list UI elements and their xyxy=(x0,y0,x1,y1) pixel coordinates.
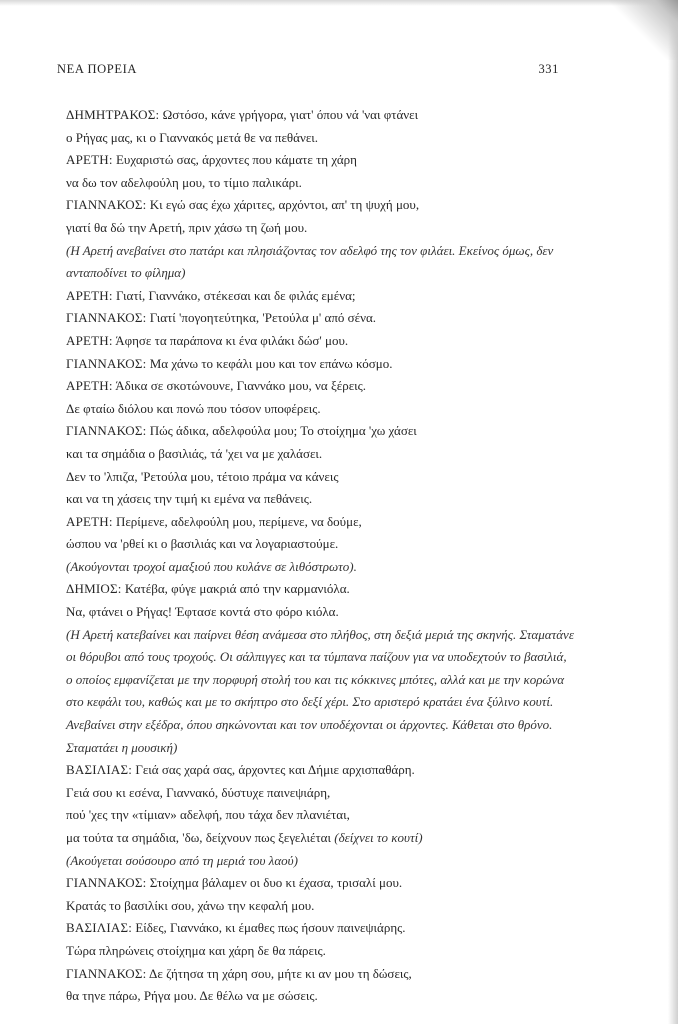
speaker-name: ΑΡΕΤΗ: xyxy=(66,332,113,348)
dialogue-line xyxy=(66,804,574,827)
dialogue-line xyxy=(66,759,574,782)
dialogue-line xyxy=(66,511,574,534)
line-text: Μα χάνω το κεφάλι μου και τον επάνω κόσμο. xyxy=(146,355,393,371)
dialogue-line xyxy=(66,895,574,918)
speaker-name: ΔΗΜΙΟΣ: xyxy=(66,581,122,597)
stage-direction xyxy=(66,556,574,579)
running-head xyxy=(57,62,559,80)
line-text: Κι εγώ σας έχω χάριτες, αρχόντοι, απ' τη ψυχή μου, xyxy=(146,197,420,213)
line-text: και να τη χάσεις την τιμή κι εμένα να πεθάνεις. xyxy=(66,491,313,507)
dialogue-line xyxy=(66,917,574,940)
dialogue-line xyxy=(66,307,574,330)
dialogue-line xyxy=(66,940,574,963)
line-text: γιατί θα δώ την Αρετή, πριν χάσω τη ζωή μου. xyxy=(66,219,308,235)
dialogue-line xyxy=(66,466,574,489)
dialogue-line xyxy=(66,443,574,466)
line-text: Κρατάς το βασιλίκι σου, χάνω την κεφαλή μου. xyxy=(66,897,315,913)
line-text: πού 'χες την «τίμιαν» αδελφή, που τάχα δεν πλανιέται, xyxy=(66,807,350,823)
speaker-name: ΓΙΑΝΝΑΚΟΣ: xyxy=(66,355,147,371)
speaker-name: ΑΡΕΤΗ: xyxy=(66,513,113,529)
dialogue-line xyxy=(66,488,574,511)
dialogue-line xyxy=(66,872,574,895)
stage-direction xyxy=(66,240,574,285)
line-text: θα τηνε πάρω, Ρήγα μου. Δε θέλω να με σώσεις. xyxy=(66,988,318,1004)
scan-shadow-top xyxy=(0,0,678,6)
page-number: 331 xyxy=(538,62,559,76)
line-text: να δω τον αδελφούλη μου, το τίμιο παλικάρι. xyxy=(66,174,302,190)
line-text: Άδικα σε σκοτώνουνε, Γιαννάκο μου, να ξέρεις. xyxy=(112,378,367,394)
line-text: Γειά σας χαρά σας, άρχοντες και Δήμιε αρχισπαθάρη. xyxy=(132,762,415,778)
speaker-name: ΓΙΑΝΝΑΚΟΣ: xyxy=(66,423,147,439)
dialogue-line xyxy=(66,985,574,1008)
line-text: Περίμενε, αδελφούλη μου, περίμενε, να δούμε, xyxy=(112,513,362,529)
line-text: Δε ζήτησα τη χάρη σου, μήτε κι αν μου τη δώσεις, xyxy=(146,965,412,981)
dialogue-line xyxy=(66,149,574,172)
play-text xyxy=(66,104,574,1008)
scan-shadow-right xyxy=(668,0,678,1024)
speaker-name: ΒΑΣΙΛΙΑΣ: xyxy=(66,920,133,936)
line-text: Ευχαριστώ σας, άρχοντες που κάματε τη χάρη xyxy=(112,152,357,168)
inline-stage-direction: (δείχνει το κουτί) xyxy=(334,830,423,845)
line-text: Είδες, Γιαννάκο, κι έμαθες πως ήσουν παινεψιάρης. xyxy=(132,920,406,936)
stage-direction-text: (Ακούγονται τροχοί αμαξιού που κυλάνε σε λιθόστρωτο). xyxy=(66,558,357,574)
dialogue-line xyxy=(66,285,574,308)
stage-direction xyxy=(66,850,574,873)
speaker-name: ΔΗΜΗΤΡΑΚΟΣ: xyxy=(66,107,160,122)
speaker-name: ΑΡΕΤΗ: xyxy=(66,287,113,303)
dialogue-line xyxy=(66,375,574,398)
line-text: Κατέβα, φύγε μακριά από την καρμανιόλα. xyxy=(121,581,350,597)
speaker-name: ΓΙΑΝΝΑΚΟΣ: xyxy=(66,875,147,891)
stage-direction xyxy=(66,624,574,760)
dialogue-line xyxy=(66,601,574,624)
stage-direction-text: (Η Αρετή ανεβαίνει στο πατάρι και πλησιάζοντας τον αδελφό της τον φιλάει. Εκείνος όμως, δεν ανταποδίνει το φίλημα) xyxy=(66,242,554,281)
line-text: ο Ρήγας μας, κι ο Γιαννακός μετά θε να πεθάνει. xyxy=(66,129,319,145)
dialogue-line xyxy=(66,533,574,556)
dialogue-line xyxy=(66,217,574,240)
line-text: μα τούτα τα σημάδια, 'δω, δείχνουν πως ξεγελιέται xyxy=(66,830,331,845)
speaker-name: ΑΡΕΤΗ: xyxy=(66,378,113,394)
line-text: Τώρα πληρώνεις στοίχημα και χάρη δε θα πάρεις. xyxy=(66,942,326,958)
dialogue-line xyxy=(66,782,574,805)
line-text: Δε φταίω διόλου και πονώ που τόσον υποφέρεις. xyxy=(66,400,321,416)
line-text: Γιατί 'πογοητεύτηκα, 'Ρετούλα μ' από σένα. xyxy=(146,310,377,326)
line-text: και τα σημάδια ο βασιλιάς, τά 'χει να με χαλάσει. xyxy=(66,445,323,461)
line-text: Άφησε τα παράπονα κι ένα φιλάκι δώσ' μου. xyxy=(112,332,349,348)
stage-direction-text: (Ακούγεται σούσουρο από τη μεριά του λαού) xyxy=(66,852,298,868)
dialogue-line xyxy=(66,578,574,601)
scan-corner-shadow xyxy=(608,0,678,60)
stage-direction-text: (Η Αρετή κατεβαίνει και παίρνει θέση ανάμεσα στο πλήθος, στη δεξιά μεριά της σκηνής. Σταματάνε οι θόρυβοι από τους τροχούς. Οι σάλπιγγες και τα τύμπανα παίζουν για να υποδεχτούν το βασιλιά, ο οποίος εμφανίζεται με την πορφυρή στολή του και τις κόκκινες μπότες, αλλά και με την κορώνα στο κεφάλι του, καθώς και με το σκήπτρο στο δεξί χέρι. Στο αριστερό κρατάει ένα ξύλινο κουτί. Ανεβαίνει στην εξέδρα, όπου σηκώνονται και τον υποδέχονται οι άρχοντες. Κάθεται στο θρόνο. Σταματάει η μουσική) xyxy=(66,626,574,755)
line-text: Γιατί, Γιαννάκο, στέκεσαι και δε φιλάς εμένα; xyxy=(112,287,356,303)
dialogue-line xyxy=(66,420,574,443)
dialogue-line xyxy=(66,353,574,376)
dialogue-line xyxy=(66,330,574,353)
dialogue-line xyxy=(66,127,574,150)
speaker-name: ΒΑΣΙΛΙΑΣ: xyxy=(66,762,133,778)
dialogue-line xyxy=(66,172,574,195)
speaker-name: ΓΙΑΝΝΑΚΟΣ: xyxy=(66,197,147,213)
dialogue-line xyxy=(66,194,574,217)
running-title: ΝΕΑ ΠΟΡΕΙΑ xyxy=(57,62,137,76)
dialogue-line xyxy=(66,963,574,986)
line-text: Πώς άδικα, αδελφούλα μου; Το στοίχημα 'χω χάσει xyxy=(146,423,417,439)
speaker-name: ΓΙΑΝΝΑΚΟΣ: xyxy=(66,965,147,981)
line-text: ώσπου να 'ρθεί κι ο βασιλιάς και να λογαριαστούμε. xyxy=(66,536,339,552)
dialogue-line xyxy=(66,104,574,127)
speaker-name: ΑΡΕΤΗ: xyxy=(66,152,113,168)
line-text: Να, φτάνει ο Ρήγας! Έφτασε κοντά στο φόρο κιόλα. xyxy=(66,604,339,620)
speaker-name: ΓΙΑΝΝΑΚΟΣ: xyxy=(66,310,147,326)
line-text: Ωστόσο, κάνε γρήγορα, γιατ' όπου νά 'ναι φτάνει xyxy=(159,107,419,122)
line-text: Δεν το 'λπιζα, 'Ρετούλα μου, τέτοιο πράμα να κάνεις xyxy=(66,468,339,484)
line-text: Στοίχημα βάλαμεν οι δυο κι έχασα, τρισαλί μου. xyxy=(146,875,403,891)
dialogue-line xyxy=(66,827,574,850)
dialogue-line xyxy=(66,398,574,421)
line-text: Γειά σου κι εσένα, Γιαννακό, δύστυχε παινεψιάρη, xyxy=(66,784,331,800)
